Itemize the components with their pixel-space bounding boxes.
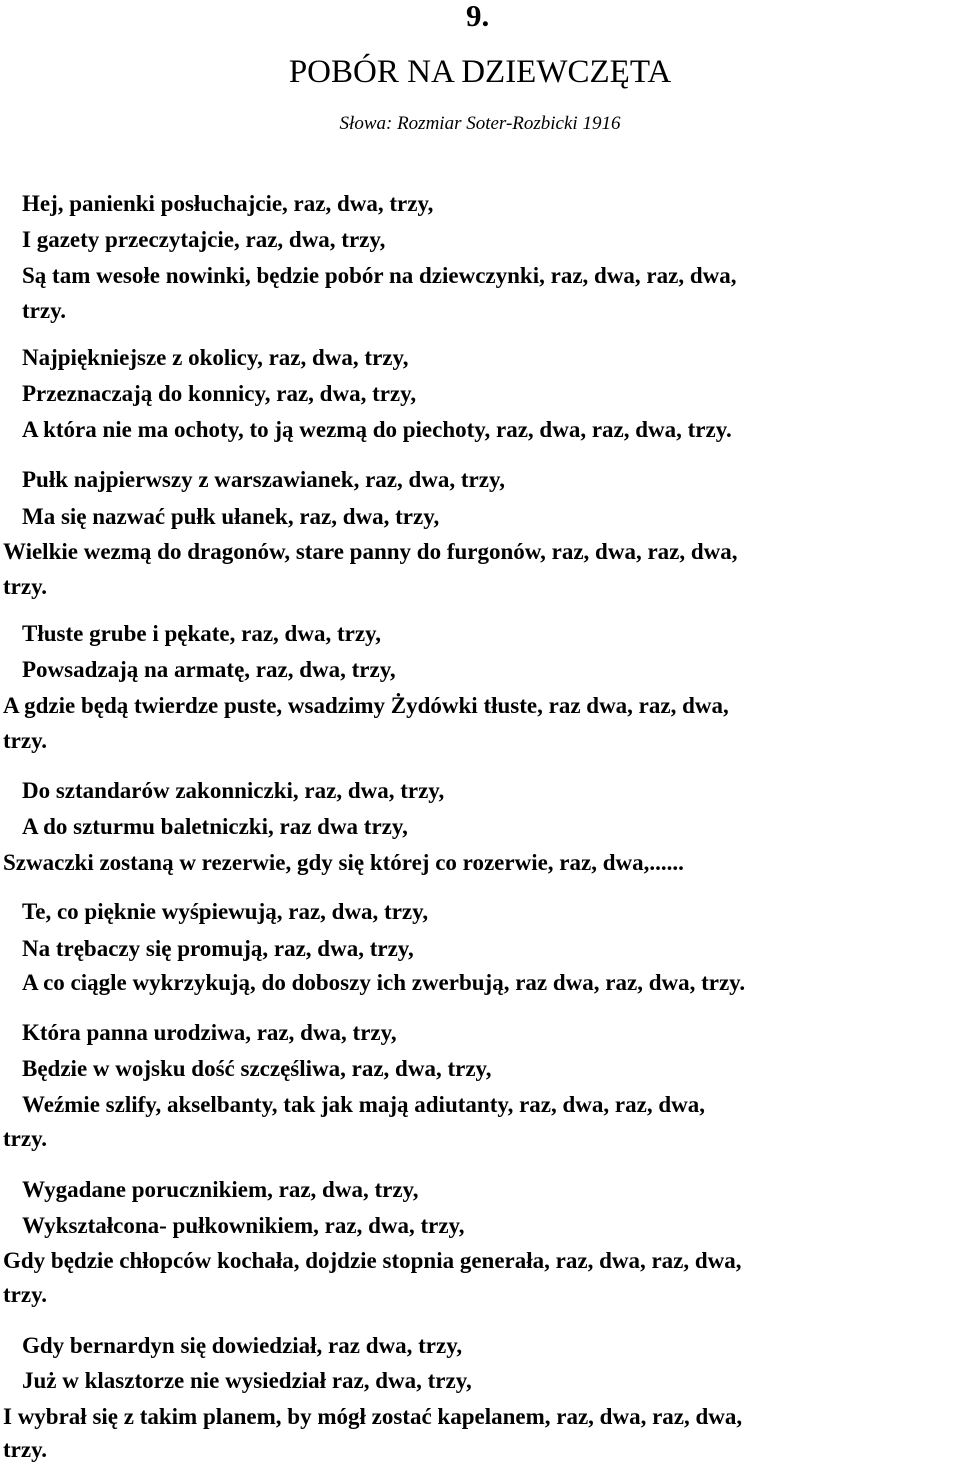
verse-line: trzy. [3,728,48,753]
verse-line: Ma się nazwać pułk ułanek, raz, dwa, trzy, [22,504,440,529]
verse-line: Gdy będzie chłopców kochała, dojdzie stopnia generała, raz, dwa, raz, dwa, [3,1248,742,1273]
verse-line: Gdy bernardyn się dowiedział, raz dwa, trzy, [22,1333,463,1358]
verse-line: I wybrał się z takim planem, by mógł zostać kapelanem, raz, dwa, raz, dwa, [3,1404,743,1429]
verse-line: Będzie w wojsku dość szczęśliwa, raz, dwa, trzy, [22,1056,492,1081]
verse-line: Są tam wesołe nowinki, będzie pobór na dziewczynki, raz, dwa, raz, dwa, [22,263,737,288]
verse-line: A która nie ma ochoty, to ją wezmą do piechoty, raz, dwa, raz, dwa, trzy. [22,417,732,442]
verse-line: trzy. [3,1126,48,1151]
verse-line: Na trębaczy się promują, raz, dwa, trzy, [22,936,414,961]
verse-line: Powsadzają na armatę, raz, dwa, trzy, [22,657,396,682]
verse-line: trzy. [3,574,48,599]
verse-line: A gdzie będą twierdze puste, wsadzimy Żydówki tłuste, raz dwa, raz, dwa, [3,693,729,718]
verse-line: trzy. [22,298,67,323]
verse-line: Pułk najpierwszy z warszawianek, raz, dwa, trzy, [22,467,505,492]
verse-line: I gazety przeczytajcie, raz, dwa, trzy, [22,227,386,252]
verse-line: Przeznaczają do konnicy, raz, dwa, trzy, [22,381,417,406]
verse-line: Już w klasztorze nie wysiedział raz, dwa, trzy, [22,1368,472,1393]
verse-line: Wykształcona- pułkownikiem, raz, dwa, trzy, [22,1213,465,1238]
author-credit: Słowa: Rozmiar Soter-Rozbicki 1916 [339,113,621,134]
verse-line: Najpiękniejsze z okolicy, raz, dwa, trzy, [22,345,409,370]
verse-line: A do szturmu baletniczki, raz dwa trzy, [22,814,408,839]
verse-line: trzy. [3,1437,48,1462]
verse-line: A co ciągle wykrzykują, do doboszy ich zwerbują, raz dwa, raz, dwa, trzy. [22,970,746,995]
verse-line: Te, co pięknie wyśpiewują, raz, dwa, trzy, [22,899,429,924]
verse-line: Wygadane porucznikiem, raz, dwa, trzy, [22,1177,419,1202]
verse-line: Tłuste grube i pękate, raz, dwa, trzy, [22,621,382,646]
verse-line: Która panna urodziwa, raz, dwa, trzy, [22,1020,397,1045]
page-title: POBÓR NA DZIEWCZĘTA [288,54,672,90]
verse-line: Wielkie wezmą do dragonów, stare panny do furgonów, raz, dwa, raz, dwa, [3,539,738,564]
verse-line: Hej, panienki posłuchajcie, raz, dwa, trzy, [22,191,434,216]
verse-line: Szwaczki zostaną w rezerwie, gdy się której co rozerwie, raz, dwa,...... [3,850,684,875]
verse-line: trzy. [3,1282,48,1307]
verse-line: Weźmie szlify, akselbanty, tak jak mają adiutanty, raz, dwa, raz, dwa, [22,1092,705,1117]
verse-line: Do sztandarów zakonniczki, raz, dwa, trzy, [22,778,445,803]
page-number: 9. [466,0,490,33]
